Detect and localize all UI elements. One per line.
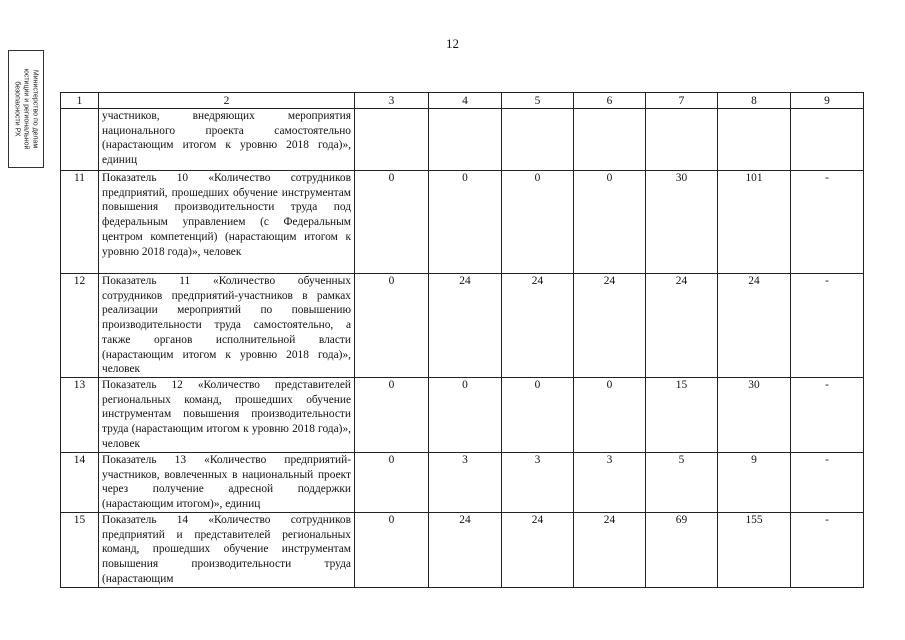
value-cell: 0 [355,453,429,513]
indicator-description: Показатель 13 «Количество предприятий-участников, вовлеченных в национальный проект через получение адресной поддержки (нарастающим итогом)», единиц [99,453,355,513]
value-cell: 101 [718,171,791,274]
value-cell: 3 [574,453,646,513]
value-cell: 0 [355,513,429,588]
header-row [61,93,864,109]
value-cell: 9 [718,453,791,513]
value-cell: - [791,513,864,588]
value-cell: 3 [502,453,574,513]
header-cell: 8 [718,93,791,109]
value-cell: - [791,453,864,513]
table-row [61,109,864,171]
value-cell: 0 [502,378,574,453]
row-number: 14 [61,453,99,513]
header-cell: 1 [61,93,99,109]
value-cell: - [791,274,864,378]
stamp-line: Министерство по делам [31,69,39,149]
table-row [61,453,864,513]
value-cell: - [791,171,864,274]
value-cell [574,109,646,171]
value-cell: 5 [646,453,718,513]
value-cell: 24 [718,274,791,378]
header-cell: 7 [646,93,718,109]
value-cell: 0 [574,378,646,453]
value-cell: 24 [574,513,646,588]
value-cell: 0 [429,171,502,274]
row-number: 13 [61,378,99,453]
value-cell: 24 [502,513,574,588]
indicator-description: Показатель 14 «Количество сотрудников предприятий и представителей региональных команд, прошедших обучение инструментам повышения производительности труда (нарастающим [99,513,355,588]
registration-stamp [8,50,44,168]
value-cell: 30 [646,171,718,274]
value-cell: 24 [502,274,574,378]
value-cell: 15 [646,378,718,453]
value-cell: 24 [429,513,502,588]
value-cell [429,109,502,171]
header-cell: 4 [429,93,502,109]
table-row [61,513,864,588]
row-number: 12 [61,274,99,378]
value-cell: 0 [574,171,646,274]
header-cell: 6 [574,93,646,109]
value-cell: 24 [574,274,646,378]
indicator-description: участников, внедряющих мероприятия национального проекта самостоятельно (нарастающим итогом к уровню 2018 года)», единиц [99,109,355,171]
value-cell [502,109,574,171]
row-number: 11 [61,171,99,274]
indicator-description: Показатель 11 «Количество обученных сотрудников предприятий-участников в рамках реализации мероприятий по повышению производительности труда самостоятельно, а также органов исполнительной власти (нарастающим итогом к уровню 2018 года)», человек [99,274,355,378]
value-cell: 0 [355,274,429,378]
value-cell: 0 [355,171,429,274]
header-cell: 3 [355,93,429,109]
value-cell: 24 [429,274,502,378]
table-row [61,378,864,453]
value-cell: 24 [646,274,718,378]
indicator-description: Показатель 12 «Количество представителей региональных команд, прошедших обучение инструментам повышения производительности труда (нарастающим итогом к уровню 2018 года)», человек [99,378,355,453]
value-cell: 155 [718,513,791,588]
page-number: 12 [446,36,459,51]
indicator-description: Показатель 10 «Количество сотрудников предприятий, прошедших обучение инструментам повышения производительности труда под федеральным управлением (с Федеральным центром компетенций) (нарастающим итогом к уровню 2018 года)», человек [99,171,355,274]
table-row [61,274,864,378]
value-cell: 69 [646,513,718,588]
indicators-table [60,92,864,588]
stamp-line: безопасности РХ [13,81,21,137]
value-cell: - [791,378,864,453]
row-number: 15 [61,513,99,588]
value-cell: 3 [429,453,502,513]
table-row [61,171,864,274]
row-number [61,109,99,171]
value-cell [355,109,429,171]
value-cell [791,109,864,171]
stamp-line: юстиции и региональной [22,68,30,150]
value-cell [718,109,791,171]
value-cell: 0 [355,378,429,453]
header-cell: 2 [99,93,355,109]
header-cell: 9 [791,93,864,109]
value-cell: 0 [429,378,502,453]
stamp-text [13,52,40,166]
header-cell: 5 [502,93,574,109]
value-cell: 0 [502,171,574,274]
value-cell [646,109,718,171]
value-cell: 30 [718,378,791,453]
